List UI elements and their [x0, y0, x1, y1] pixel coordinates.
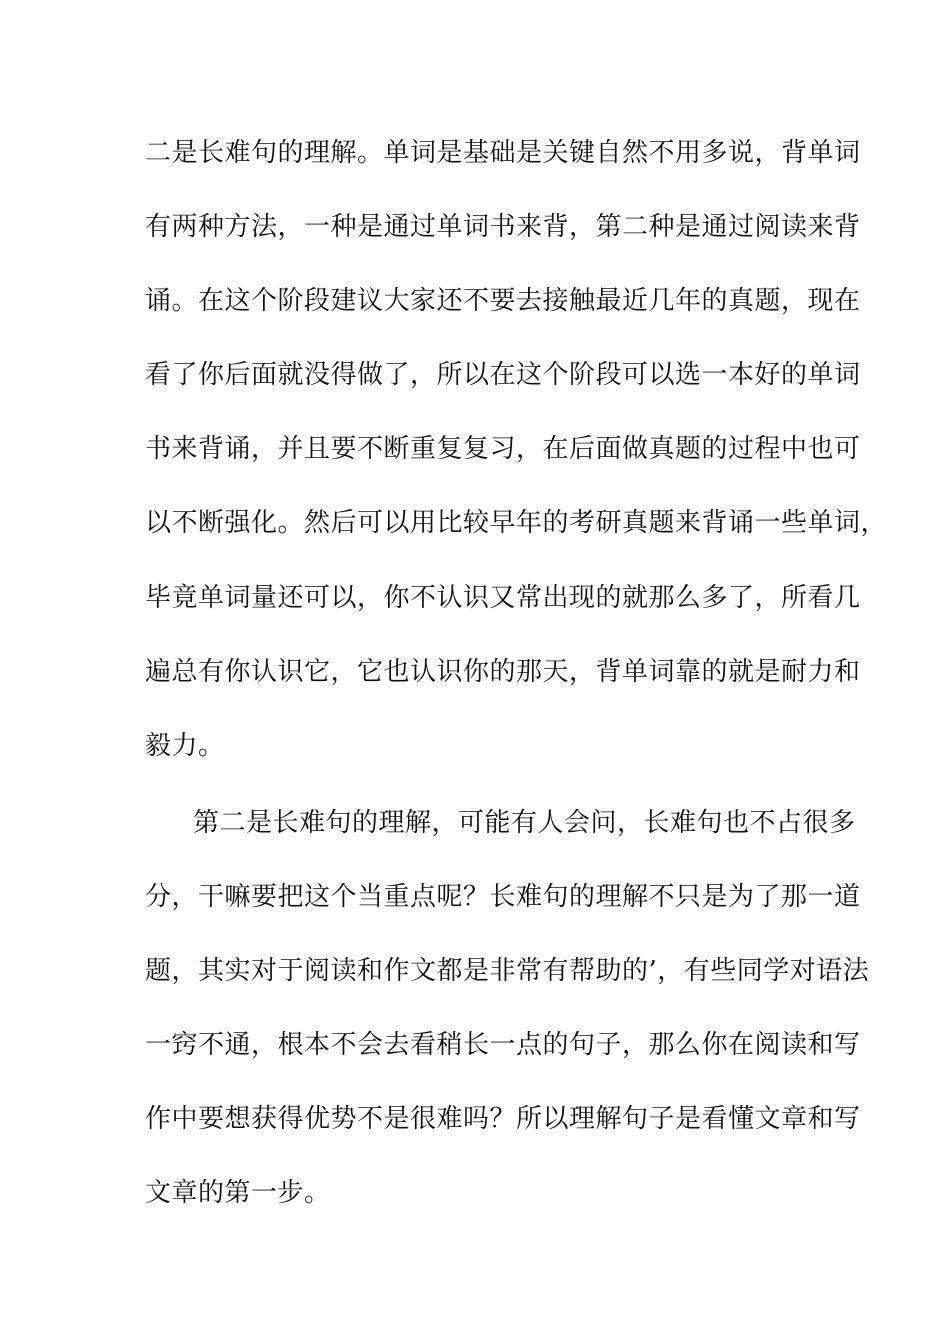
- paragraph-line: 分，干嘛要把这个当重点呢？长难句的理解不只是为了那一道: [145, 882, 861, 912]
- paragraph-line: 书来背诵，并且要不断重复复习，在后面做真题的过程中也可: [145, 434, 861, 464]
- paragraph-line: 题，其实对于阅读和作文都是非常有帮助的’，有些同学对语法: [145, 956, 870, 986]
- paragraph-first-line: 第二是长难句的理解，可能有人会问，长难句也不占很多: [193, 808, 856, 838]
- paragraph-line: 一窍不通，根本不会去看稍长一点的句子，那么你在阅读和写: [145, 1030, 861, 1060]
- paragraph-line: 文章的第一步。: [145, 1178, 331, 1208]
- paragraph-line: 遍总有你认识它，它也认识你的那天，背单词靠的就是耐力和: [145, 657, 861, 687]
- paragraph-line: 看了你后面就没得做了，所以在这个阶段可以选一本好的单词: [145, 360, 861, 390]
- paragraph-line: 作中要想获得优势不是很难吗？所以理解句子是看懂文章和写: [145, 1104, 861, 1134]
- paragraph-line: 毕竟单词量还可以，你不认识又常出现的就那么多了，所看几: [145, 583, 861, 613]
- paragraph-line: 二是长难句的理解。单词是基础是关键自然不用多说，背单词: [145, 138, 861, 168]
- paragraph-line: 毅力。: [145, 731, 225, 761]
- paragraph-line: 诵。在这个阶段建议大家还不要去接触最近几年的真题，现在: [145, 286, 861, 316]
- paragraph-line: 以不断强化。然后可以用比较早年的考研真题来背诵一些单词，: [145, 508, 888, 538]
- paragraph-line: 有两种方法，一种是通过单词书来背，第二种是通过阅读来背: [145, 212, 861, 242]
